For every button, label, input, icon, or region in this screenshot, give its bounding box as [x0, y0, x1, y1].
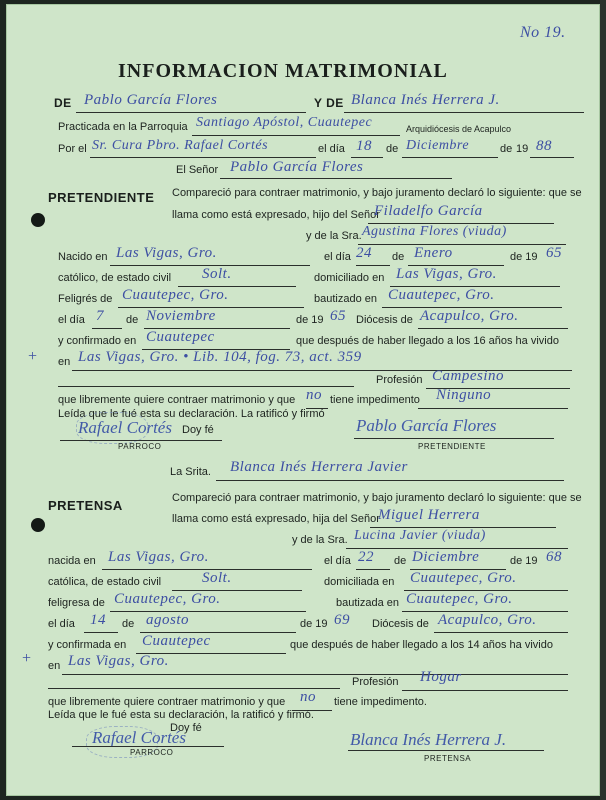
pretensa-birth-year: 68: [546, 549, 562, 565]
year-value: 88: [536, 138, 552, 154]
pretendiente-caption: PRETENDIENTE: [418, 442, 486, 451]
pretensa-profesion-label: Profesión: [352, 676, 399, 688]
domiciliado-label: domiciliado en: [314, 272, 385, 284]
pretensa-parroco-caption: PARROCO: [130, 748, 174, 757]
confirmado-label: y confirmado en: [58, 335, 137, 347]
mes-value: Diciembre: [406, 138, 470, 153]
pretendiente-diocese: Acapulco, Gro.: [420, 308, 519, 324]
parroquia-value: Santiago Apóstol, Cuautepec: [196, 115, 373, 130]
de-label-2: de: [386, 143, 399, 155]
form-title: INFORMACION MATRIMONIAL: [118, 60, 448, 82]
pretensa-birth-month: Diciembre: [412, 549, 480, 565]
pretensa-confirmed-in: Cuautepec: [142, 633, 211, 649]
el-senor-label: El Señor: [176, 164, 219, 176]
pretensa-vivido-text: que después de haber llegado a los 14 años ha vivido: [290, 639, 553, 651]
por-value: Sr. Cura Pbro. Rafael Cortés: [92, 138, 269, 153]
pretensa-birthplace: Las Vigas, Gro.: [108, 549, 209, 565]
pretensa-de19b-label: de 19: [300, 618, 328, 630]
pretensa-doy-fe: Doy fé: [170, 722, 202, 734]
pretensa-bapt-year: 69: [334, 612, 350, 628]
pretensa-signature: Blanca Inés Herrera J.: [350, 730, 507, 749]
pretendiente-line1: Compareció para contraer matrimonio, y bajo juramento declaró lo siguiente: que se: [172, 187, 582, 199]
pretensa-diocese: Acapulco, Gro.: [438, 612, 537, 628]
nacido-label: Nacido en: [58, 251, 108, 263]
srita-label: La Srita.: [170, 466, 211, 478]
por-label: Por el: [58, 143, 87, 155]
pretensa-line1: Compareció para contraer matrimonio, y bajo juramento declaró lo siguiente: que se: [172, 492, 582, 504]
domiciliada-label: domiciliada en: [324, 576, 395, 588]
pretensa-baptized-in: Cuautepec, Gro.: [406, 591, 513, 607]
pretendiente-bapt-year: 65: [330, 308, 346, 324]
pretensa-civil-status: Solt.: [202, 570, 232, 586]
pretendiente-profesion-label: Profesión: [376, 374, 423, 386]
pretensa-caption: PRETENSA: [424, 754, 472, 763]
pretendiente-leida-text: Leída que le fué esta su declaración. La ratificó y firmó: [58, 408, 325, 420]
pretendiente-doy-fe: Doy fé: [182, 424, 214, 436]
feligres-label: Feligrés de: [58, 293, 113, 305]
pretensa-y-sra-label: y de la Sra.: [292, 534, 348, 546]
pretendiente-confirmed-in: Cuautepec: [146, 329, 215, 345]
form-sheet: [6, 4, 600, 796]
year-prefix: 19: [516, 143, 529, 155]
pretendiente-baptized-in: Cuautepec, Gro.: [388, 287, 495, 303]
pretensa-en-label: en: [48, 660, 61, 672]
pretensa-leida-text: Leída que le fué esta su declaración, la ratificó y firmó.: [48, 709, 314, 721]
bride-name: Blanca Inés Herrera J.: [351, 92, 500, 108]
pretensa-domicile: Cuautepec, Gro.: [410, 570, 517, 586]
binder-hole-bottom: [31, 518, 45, 532]
pretendiente-impedimento-value: no: [306, 387, 322, 403]
pretendiente-profession: Campesino: [432, 368, 504, 384]
de-label: DE: [54, 96, 72, 110]
pretendiente-impedimento-note: Ninguno: [436, 387, 492, 403]
pretensa-impedimento-pre: que libremente quiere contraer matrimonio y que: [48, 696, 286, 708]
pretendiente-impedimento-post: tiene impedimento: [330, 394, 420, 406]
catolica-label: católica, de estado civil: [48, 576, 162, 588]
parroquia-label: Practicada en la Parroquia: [58, 121, 188, 133]
de-label-3: de: [500, 143, 513, 155]
pretensa-de-label: de: [394, 555, 407, 567]
pretendiente-el-dia2-label: el día: [58, 314, 85, 326]
pretendiente-civil-status: Solt.: [202, 266, 232, 282]
pretensa-profession: Hogar: [420, 669, 462, 685]
dia-label: el día: [318, 143, 345, 155]
pretendiente-birth-month: Enero: [414, 245, 453, 261]
nacida-label: nacida en: [48, 555, 96, 567]
pretendiente-line2: llama como está expresado, hijo del Señor: [172, 209, 380, 221]
y-de-label: Y DE: [314, 96, 344, 110]
pretensa-father: Miguel Herrera: [378, 507, 480, 523]
pretendiente-bapt-month: Noviembre: [146, 308, 216, 324]
pretendiente-vivido-text: que después de haber llegado a los 16 años ha vivido: [296, 335, 559, 347]
pretendiente-y-sra-label: y de la Sra.: [306, 230, 362, 242]
dia-value: 18: [356, 138, 372, 154]
pretendiente-de2-label: de: [126, 314, 139, 326]
bautizada-label: bautizada en: [336, 597, 399, 609]
pretensa-de2-label: de: [122, 618, 135, 630]
pretendiente-mother: Agustina Flores (viuda): [362, 224, 507, 239]
pretendiente-birth-year: 65: [546, 245, 562, 261]
pretensa-diocesis-label: Diócesis de: [372, 618, 429, 630]
pretensa-name: Blanca Inés Herrera Javier: [230, 459, 408, 475]
pretensa-impedimento-value: no: [300, 689, 316, 705]
binder-hole-top: [31, 213, 45, 227]
margin-mark-1: +: [28, 348, 38, 365]
pretensa-mother: Lucina Javier (viuda): [354, 528, 486, 543]
pretendiente-lived-in: Las Vigas, Gro. • Lib. 104, fog. 73, act. 359: [78, 349, 362, 365]
pretendiente-birth-day: 24: [356, 245, 372, 261]
pretendiente-section-label: PRETENDIENTE: [48, 190, 155, 205]
pretendiente-de19-label: de 19: [510, 251, 538, 263]
pretensa-lived-in: Las Vigas, Gro.: [68, 653, 169, 669]
catolico-label: católico, de estado civil: [58, 272, 172, 284]
feligresa-label: feligresa de: [48, 597, 105, 609]
arquidiocesis-text: Arquidiócesis de Acapulco: [406, 124, 512, 134]
pretensa-el-dia-label: el día: [324, 555, 351, 567]
margin-mark-2: +: [22, 650, 32, 667]
el-senor-value: Pablo García Flores: [230, 159, 364, 175]
pretensa-de19-label: de 19: [510, 555, 538, 567]
pretendiente-father: Filadelfo García: [374, 203, 483, 219]
document-number: No 19.: [520, 24, 566, 41]
pretendiente-domicile: Las Vigas, Gro.: [396, 266, 497, 282]
pretendiente-en-label: en: [58, 356, 71, 368]
pretensa-bapt-month: agosto: [146, 612, 190, 628]
pretendiente-impedimento-pre: que libremente quiere contraer matrimonio y que: [58, 394, 296, 406]
scan-edge: [600, 0, 606, 800]
pretendiente-parroco-caption: PARROCO: [118, 442, 162, 451]
groom-name: Pablo García Flores: [84, 92, 218, 108]
pretendiente-de-label: de: [392, 251, 405, 263]
pretensa-impedimento-post: tiene impedimento.: [334, 696, 427, 708]
pretendiente-de19b-label: de 19: [296, 314, 324, 326]
pretendiente-diocesis-label: Diócesis de: [356, 314, 413, 326]
pretensa-bapt-day: 14: [90, 612, 106, 628]
pretensa-line2: llama como está expresado, hija del Señor: [172, 513, 380, 525]
pretensa-parish: Cuautepec, Gro.: [114, 591, 221, 607]
pretensa-el-dia2-label: el día: [48, 618, 75, 630]
pretendiente-signature: Pablo García Flores: [356, 416, 497, 435]
pretendiente-el-dia-label: el día: [324, 251, 351, 263]
pretendiente-birthplace: Las Vigas, Gro.: [116, 245, 217, 261]
bautizado-label: bautizado en: [314, 293, 377, 305]
confirmada-label: y confirmada en: [48, 639, 127, 651]
pretensa-parroco-signature: Rafael Cortés: [92, 728, 186, 747]
pretendiente-parroco-signature: Rafael Cortés: [78, 418, 172, 437]
pretensa-section-label: PRETENSA: [48, 498, 123, 513]
pretendiente-bapt-day: 7: [96, 308, 104, 324]
pretensa-birth-day: 22: [358, 549, 374, 565]
pretendiente-parish: Cuautepec, Gro.: [122, 287, 229, 303]
